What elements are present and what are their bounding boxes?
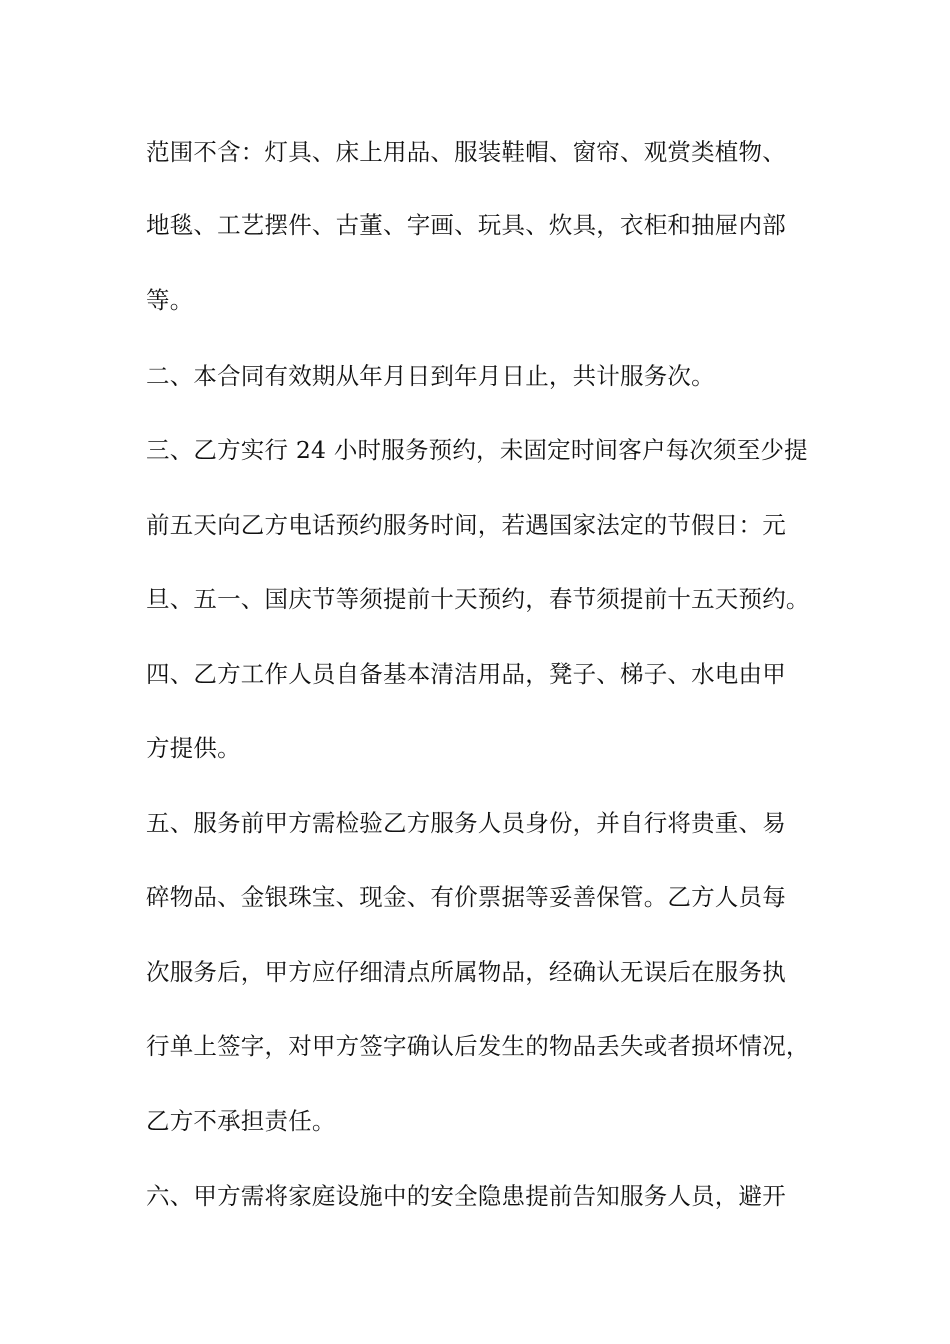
text-line: 五、服务前甲方需检验乙方服务人员身份，并自行将贵重、易 (146, 809, 786, 837)
text-line: 等。 (146, 286, 194, 314)
text-line: 前五天向乙方电话预约服务时间，若遇国家法定的节假日：元 (146, 511, 786, 539)
text-line: 范围不含：灯具、床上用品、服装鞋帽、窗帘、观赏类植物、 (146, 138, 786, 166)
text-line: 行单上签字，对甲方签字确认后发生的物品丢失或者损坏情况， (146, 1032, 810, 1060)
text-line: 四、乙方工作人员自备基本清洁用品，凳子、梯子、水电由甲 (146, 660, 786, 688)
text-line: 六、甲方需将家庭设施中的安全隐患提前告知服务人员，避开 (146, 1182, 786, 1210)
text-line: 旦、五一、国庆节等须提前十天预约，春节须提前十五天预约。 (146, 585, 810, 613)
text-line: 方提供。 (146, 734, 241, 762)
text-line: 三、乙方实行 24 小时服务预约，未固定时间客户每次须至少提 (146, 436, 808, 464)
text-line: 地毯、工艺摆件、古董、字画、玩具、炊具，衣柜和抽屉内部 (146, 211, 786, 239)
text-line: 二、本合同有效期从年月日到年月日止，共计服务次。 (146, 362, 715, 390)
text-line: 次服务后，甲方应仔细清点所属物品，经确认无误后在服务执 (146, 958, 786, 986)
text-line: 乙方不承担责任。 (146, 1107, 336, 1135)
text-line: 碎物品、金银珠宝、现金、有价票据等妥善保管。乙方人员每 (146, 883, 786, 911)
